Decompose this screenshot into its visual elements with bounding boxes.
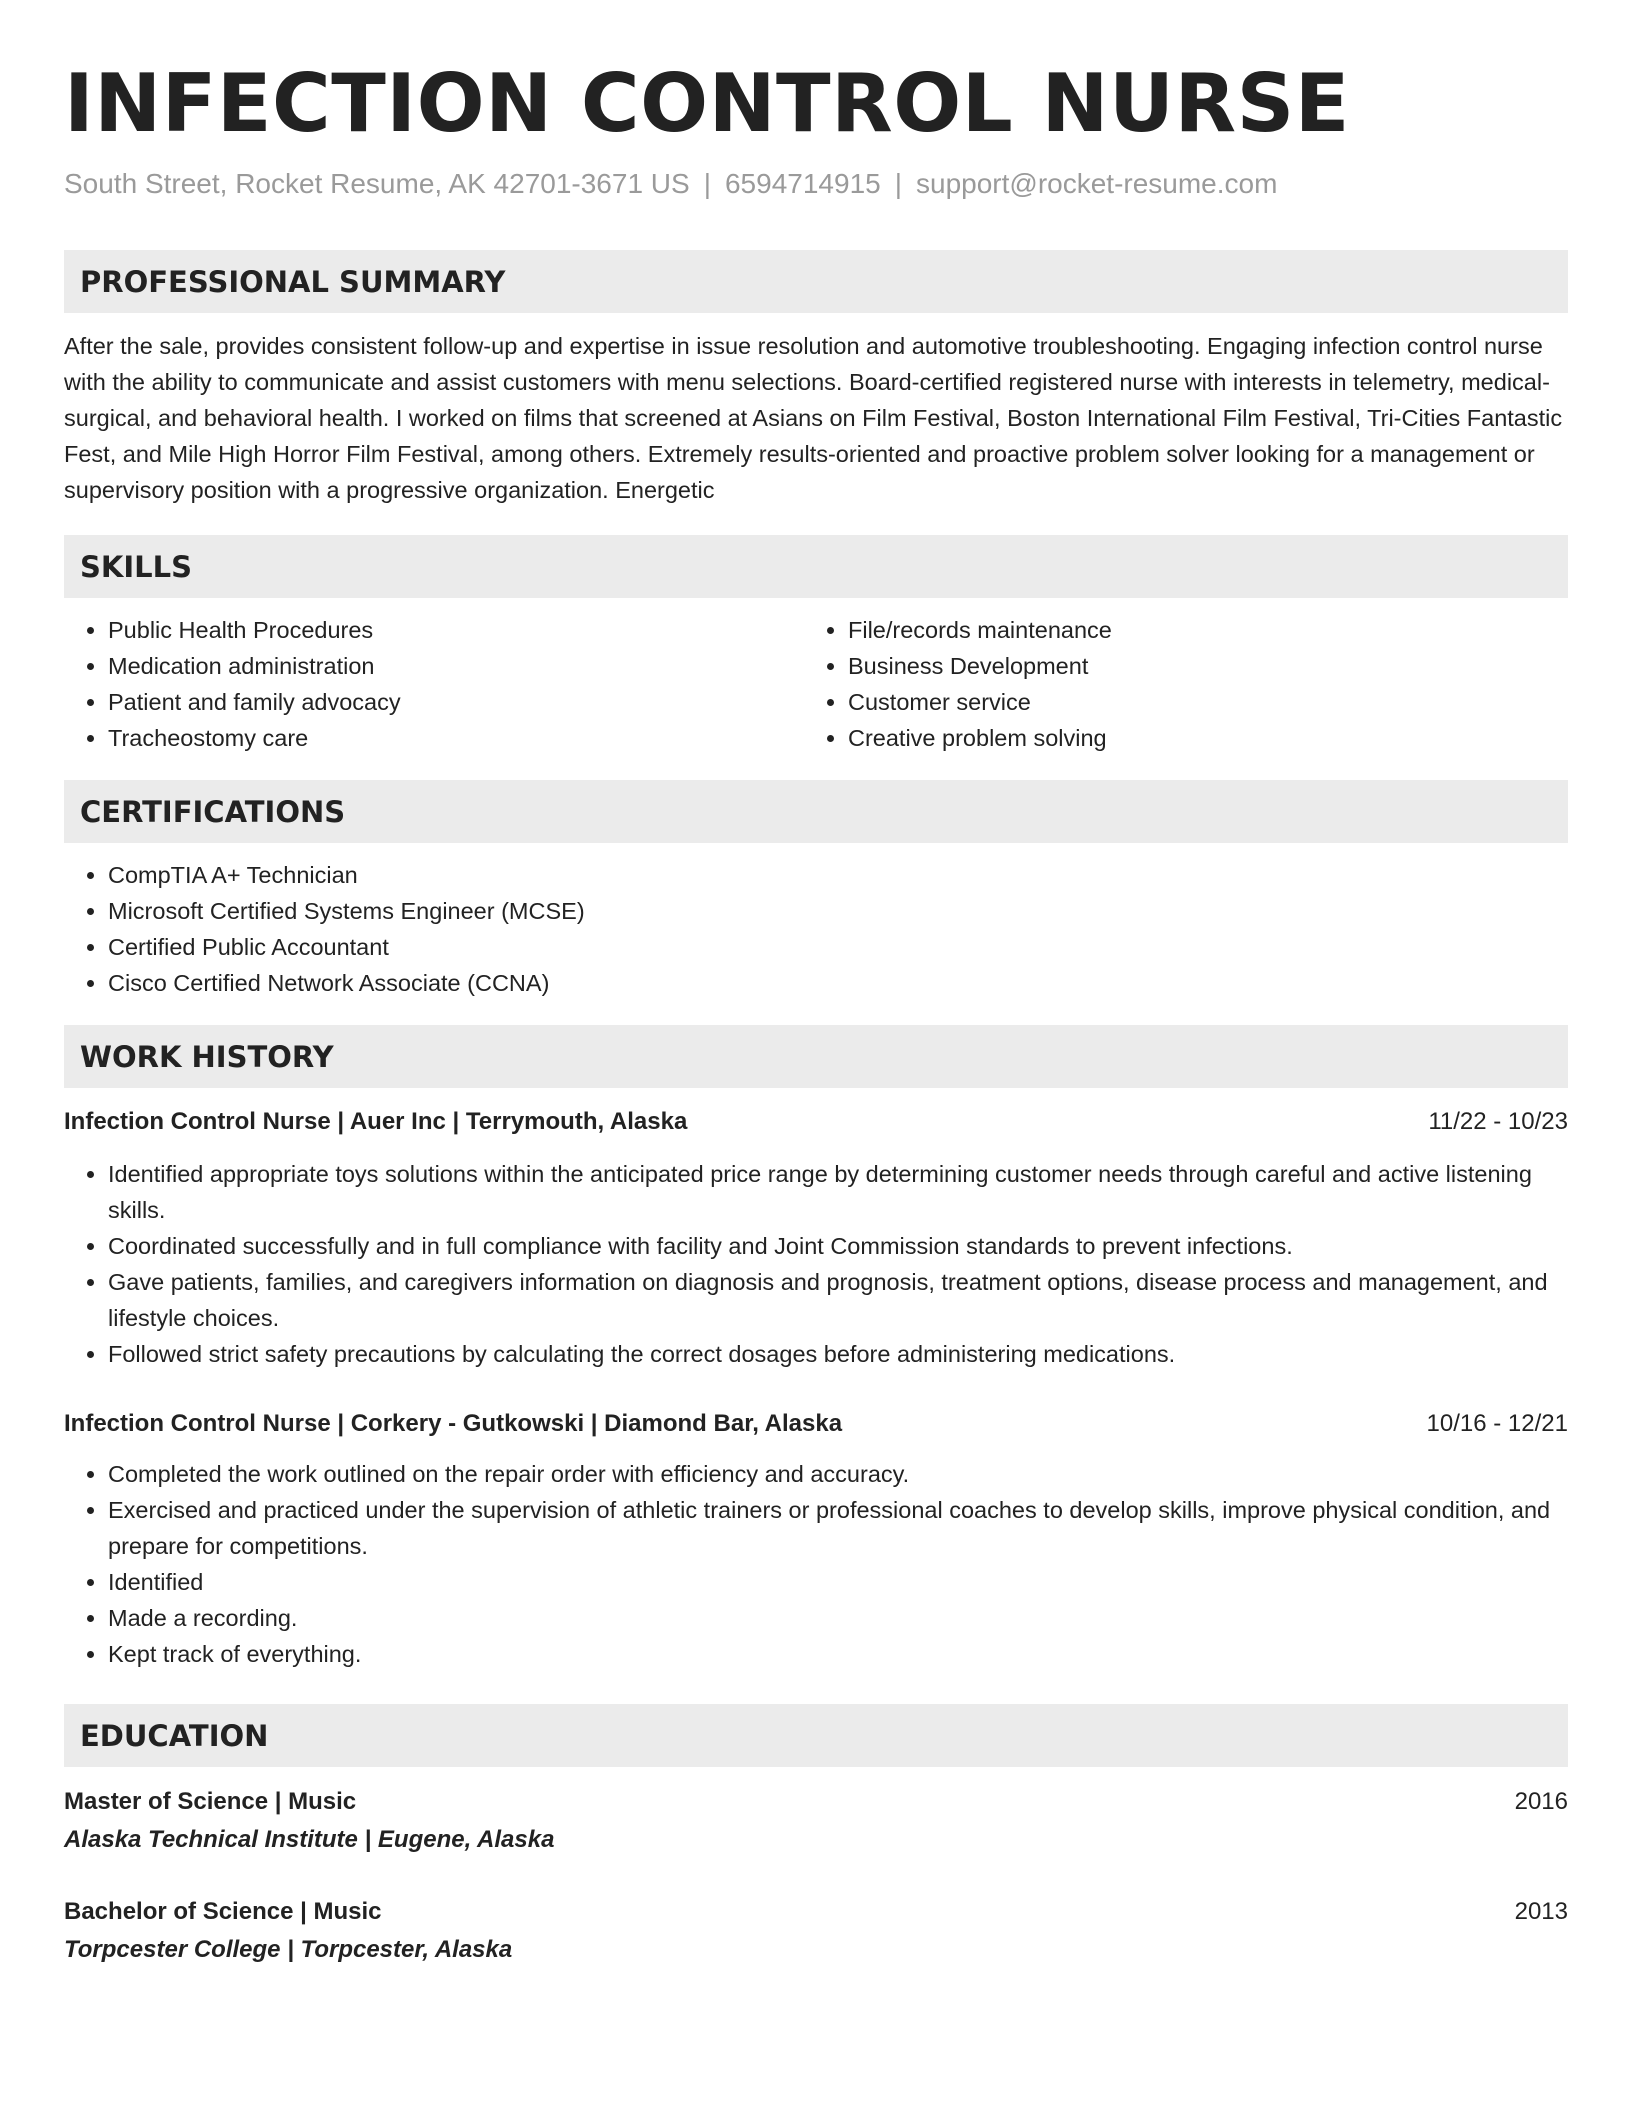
summary-text: After the sale, provides consistent follow-up and expertise in issue resolution and automotive troubleshooting. Engaging infection control nurse with the ability to communicate and assist customers with menu selections. Board-certified registered nurse with interests in telemetry, medical-surgical, and behavioral health. I worked on films that screened at Asians on Film Festival, Boston International Film Festival, Tri-Cities Fantastic Fest, and Mile High Horror Film Festival, among others. Extremely results-oriented and proactive problem solver looking for a management or supervisory position with a progressive organization. Energetic <box>64 333 1563 503</box>
job-header <box>64 1406 1568 1442</box>
skill-item: • Business Development <box>848 648 1544 684</box>
contact-separator: | <box>894 168 902 199</box>
certification-item: • Microsoft Certified Systems Engineer (MCSE) <box>108 893 1568 929</box>
job-title: Infection Control Nurse | Corkery - Gutkowski | Diamond Bar, Alaska <box>64 1410 843 1437</box>
skills-column-right <box>804 612 1544 756</box>
education-entry <box>64 1893 1568 1969</box>
education-header <box>64 1783 1568 1821</box>
job-header <box>64 1104 1568 1140</box>
section-header-summary: PROFESSIONAL SUMMARY <box>64 250 1568 313</box>
job-bullet: • Made a recording. <box>108 1600 1568 1636</box>
job-bullet: • Identified <box>108 1564 1568 1600</box>
job-title: Infection Control Nurse | Auer Inc | Terrymouth, Alaska <box>64 1108 688 1135</box>
certification-item: • CompTIA A+ Technician <box>108 857 1568 893</box>
certifications-list <box>64 857 1568 1001</box>
job-bullet: • Exercised and practiced under the supervision of athletic trainers or professional coaches to develop skills, improve physical condition, and prepare for competitions. <box>108 1492 1568 1564</box>
contact-separator: | <box>703 168 711 199</box>
section-header-education: EDUCATION <box>64 1704 1568 1767</box>
skill-item: • Public Health Procedures <box>108 612 804 648</box>
skill-item: • Medication administration <box>108 648 804 684</box>
skills-list <box>64 612 1568 756</box>
job-bullet: • Completed the work outlined on the repair order with efficiency and accuracy. <box>108 1456 1568 1492</box>
skill-item: • Tracheostomy care <box>108 720 804 756</box>
education-header <box>64 1893 1568 1931</box>
skill-item: • File/records maintenance <box>848 612 1544 648</box>
section-header-skills: SKILLS <box>64 535 1568 598</box>
job-bullet: • Gave patients, families, and caregivers information on diagnosis and prognosis, treatment options, disease process and management, and lifestyle choices. <box>108 1264 1568 1336</box>
education-year: 2013 <box>1514 1898 1568 1925</box>
skill-item: • Patient and family advocacy <box>108 684 804 720</box>
education-year: 2016 <box>1514 1788 1568 1815</box>
job-bullets <box>64 1456 1568 1672</box>
contact-phone[interactable]: 6594714915 <box>724 168 881 199</box>
job-dates: 10/16 - 12/21 <box>1426 1410 1568 1437</box>
job-bullets <box>64 1156 1568 1372</box>
education-degree: Bachelor of Science | Music <box>64 1898 382 1925</box>
job-bullet: • Identified appropriate toys solutions within the anticipated price range by determining customer needs through careful and active listening skills. <box>108 1156 1568 1228</box>
resume-name: INFECTION CONTROL NURSE <box>64 57 1350 150</box>
education-school: Alaska Technical Institute | Eugene, Alaska <box>64 1826 555 1853</box>
skill-item: • Creative problem solving <box>848 720 1544 756</box>
job-bullet: • Followed strict safety precautions by calculating the correct dosages before administering medications. <box>108 1336 1568 1372</box>
section-header-work-history: WORK HISTORY <box>64 1025 1568 1088</box>
contact-email[interactable]: support@rocket-resume.com <box>916 168 1278 199</box>
education-entry <box>64 1783 1568 1859</box>
skills-column-left <box>64 612 804 756</box>
job-entry <box>64 1406 1568 1672</box>
education-school: Torpcester College | Torpcester, Alaska <box>64 1936 513 1963</box>
job-bullet: • Kept track of everything. <box>108 1636 1568 1672</box>
certification-item: • Certified Public Accountant <box>108 929 1568 965</box>
skill-item: • Customer service <box>848 684 1544 720</box>
section-header-certifications: CERTIFICATIONS <box>64 780 1568 843</box>
job-dates: 11/22 - 10/23 <box>1428 1108 1568 1135</box>
contact-address: South Street, Rocket Resume, AK 42701-3671 US <box>64 168 690 199</box>
job-bullet: • Coordinated successfully and in full compliance with facility and Joint Commission standards to prevent infections. <box>108 1228 1568 1264</box>
job-entry <box>64 1104 1568 1372</box>
certification-item: • Cisco Certified Network Associate (CCNA) <box>108 965 1568 1001</box>
contact-line <box>64 164 1568 204</box>
education-degree: Master of Science | Music <box>64 1788 357 1815</box>
